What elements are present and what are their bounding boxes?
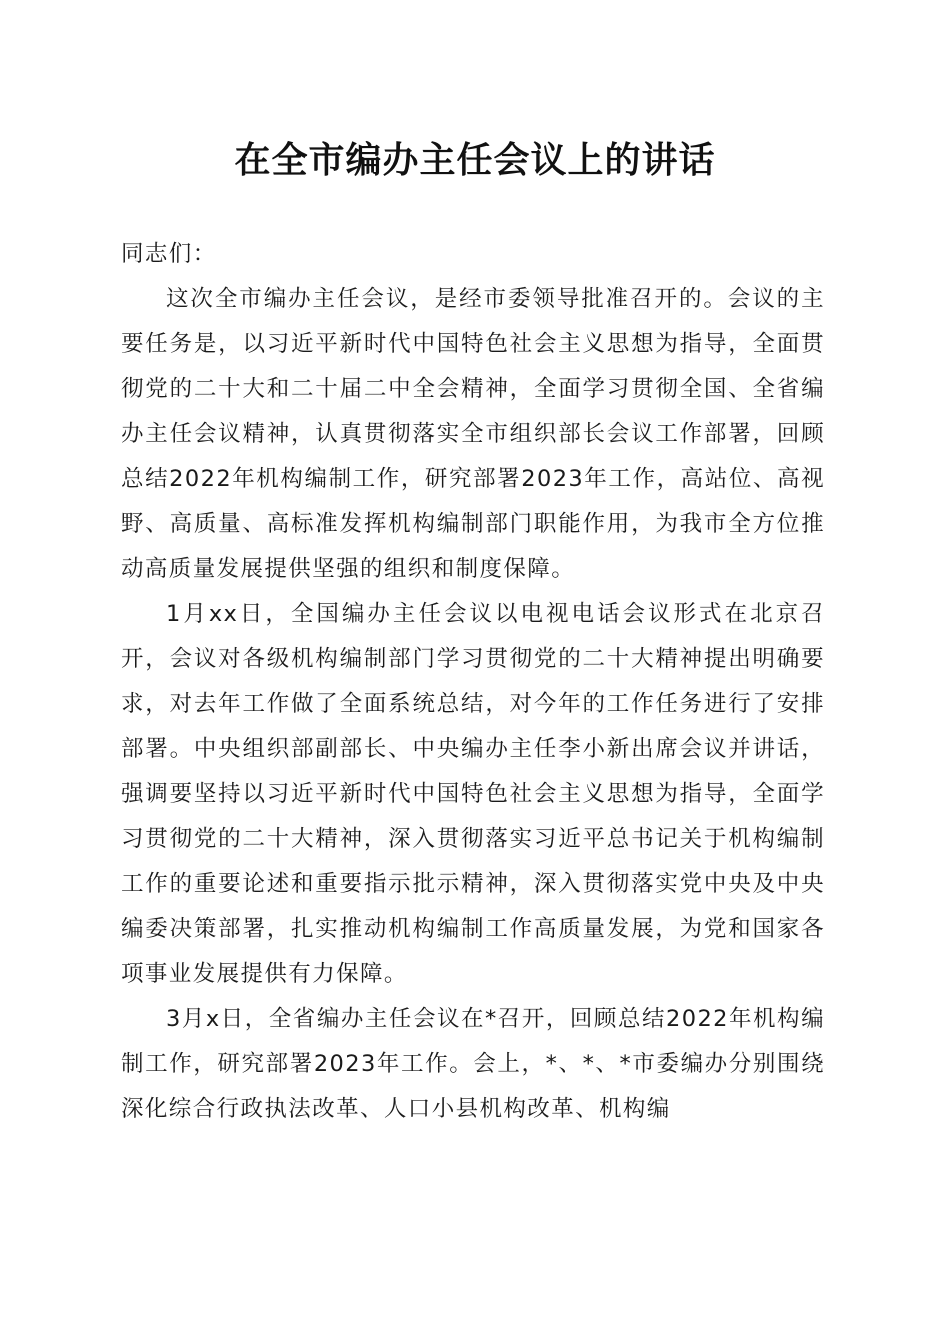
paragraph-1: 这次全市编办主任会议，是经市委领导批准召开的。会议的主要任务是，以习近平新时代中国特色社会主义思想为指导，全面贯彻党的二十大和二十届二中全会精神，全面学习贯彻全国、全省编办主任会议精神，认真贯彻落实全市组织部长会议工作部署，回顾总结2022年机构编制工作，研究部署2023年工作，高站位、高视野、高质量、高标准发挥机构编制部门职能作用，为我市全方位推动高质量发展提供坚强的组织和制度保障。 [121,286,825,582]
salutation: 同志们： [121,241,217,267]
paragraph-2: 1月xx日，全国编办主任会议以电视电话会议形式在北京召开，会议对各级机构编制部门学习贯彻党的二十大精神提出明确要求，对去年工作做了全面系统总结，对今年的工作任务进行了安排部署。中央组织部副部长、中央编办主任李小新出席会议并讲话，强调要坚持以习近平新时代中国特色社会主义思想为指导，全面学习贯彻党的二十大精神，深入贯彻落实习近平总书记关于机构编制工作的重要论述和重要指示批示精神，深入贯彻落实党中央及中央编委决策部署，扎实推动机构编制工作高质量发展，为党和国家各项事业发展提供有力保障。 [121,601,825,987]
page-title: 在全市编办主任会议上的讲话 [234,139,716,181]
document-body [121,232,825,1132]
paragraph-3: 3月x日，全省编办主任会议在*召开，回顾总结2022年机构编制工作，研究部署2023年工作。会上，*、*、*市委编办分别围绕深化综合行政执法改革、人口小县机构改革、机构编 [121,1006,825,1122]
